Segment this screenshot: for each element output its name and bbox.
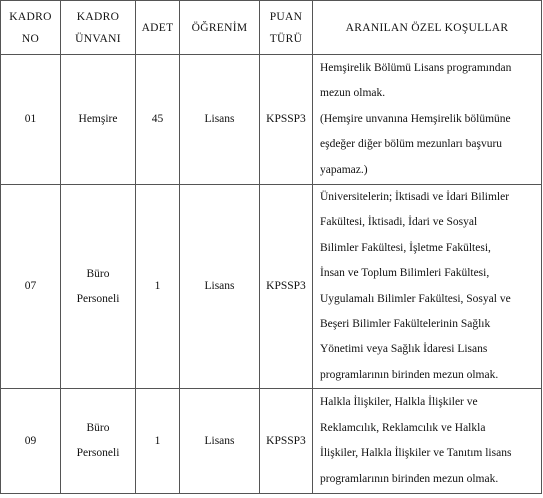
header-kosullar: ARANILAN ÖZEL KOŞULLAR — [313, 1, 542, 55]
cell-unvan: Hemşire — [61, 55, 136, 185]
header-adet: ADET — [136, 1, 180, 55]
cell-unvan: Büro Personeli — [61, 389, 136, 494]
cell-adet: 1 — [136, 185, 180, 389]
table-row — [1, 185, 542, 389]
cell-kadro-no: 01 — [1, 55, 61, 185]
table-header-row — [1, 1, 542, 55]
cell-adet: 1 — [136, 389, 180, 494]
cell-kadro-no: 07 — [1, 185, 61, 389]
cell-kosullar: Hemşirelik Bölümü Lisans programından mezun olmak. (Hemşire unvanına Hemşirelik bölümüne eşdeğer diğer bölüm mezunları başvuru yapamaz.) — [313, 55, 542, 185]
cell-puan-turu: KPSSP3 — [260, 55, 313, 185]
cell-kadro-no: 09 — [1, 389, 61, 494]
cell-ogrenim: Lisans — [180, 389, 260, 494]
table-row — [1, 55, 542, 185]
cell-kosullar: Üniversitelerin; İktisadi ve İdari Bilimler Fakültesi, İktisadi, İdari ve Sosyal Bilimler Fakültesi, İşletme Fakültesi, İnsan ve Toplum Bilimleri Fakültesi, Uygulamalı Bilimler Fakültesi, Sosyal ve Beşeri Bilimler Fakültelerinin Sağlık Yönetimi veya Sağlık İdaresi Lisans programlarının birinden mezun olmak. — [313, 185, 542, 389]
header-kadro-no: KADRO NO — [1, 1, 61, 55]
header-puan-turu: PUAN TÜRÜ — [260, 1, 313, 55]
cell-kosullar: Halkla İlişkiler, Halkla İlişkiler ve Reklamcılık, Reklamcılık ve Halkla İlişkiler, Halkla İlişkiler ve Tanıtım lisans programlarının birinden mezun olmak. — [313, 389, 542, 494]
table-row — [1, 389, 542, 494]
cell-puan-turu: KPSSP3 — [260, 389, 313, 494]
header-ogrenim: ÖĞRENİM — [180, 1, 260, 55]
cell-ogrenim: Lisans — [180, 185, 260, 389]
cell-puan-turu: KPSSP3 — [260, 185, 313, 389]
cell-unvan: Büro Personeli — [61, 185, 136, 389]
cell-adet: 45 — [136, 55, 180, 185]
header-kadro-unvani: KADRO ÜNVANI — [61, 1, 136, 55]
cell-ogrenim: Lisans — [180, 55, 260, 185]
